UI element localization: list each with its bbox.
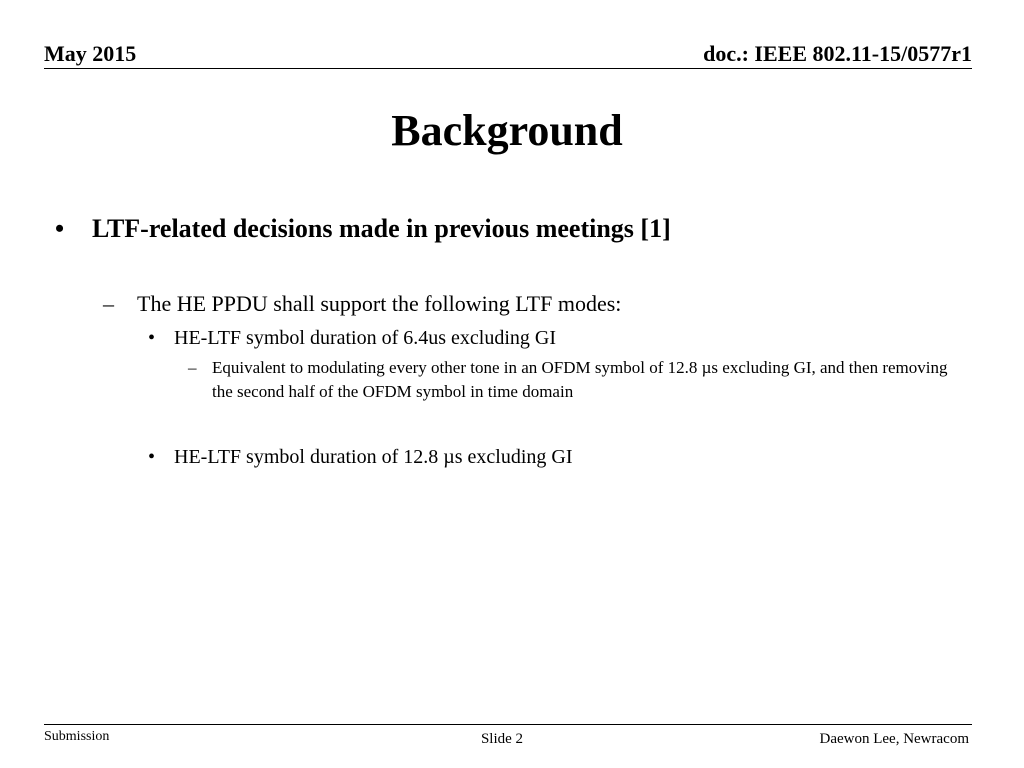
- mode1-detail-dash-marker: –: [188, 358, 197, 377]
- level1-bullet-text: LTF-related decisions made in previous meetings [1]: [92, 214, 671, 243]
- mode2-bullet-marker: •: [148, 446, 156, 468]
- footer-author: Daewon Lee, Newracom: [819, 731, 969, 747]
- mode1-text: HE-LTF symbol duration of 6.4us excluding GI: [174, 327, 557, 349]
- mode1-bullet-marker: •: [148, 327, 156, 349]
- footer-divider: [44, 724, 972, 725]
- slide-title: Background: [391, 106, 623, 155]
- level2-item-text: The HE PPDU shall support the following LTF modes:: [137, 291, 622, 316]
- level2-dash-marker: –: [103, 291, 114, 316]
- mode1-detail-text: Equivalent to modulating every other tone in an OFDM symbol of 12.8 µs excluding GI, and then removing the second half of the OFDM symbol in time domain: [212, 358, 948, 401]
- footer-submission: Submission: [44, 729, 110, 744]
- mode2-text: HE-LTF symbol duration of 12.8 µs excluding GI: [174, 446, 573, 468]
- header-doc-id: doc.: IEEE 802.11-15/0577r1: [703, 41, 972, 66]
- level1-bullet-marker: •: [55, 214, 65, 243]
- header-date: May 2015: [44, 41, 137, 66]
- header-divider: [44, 68, 972, 69]
- footer-slide-number: Slide 2: [480, 731, 524, 747]
